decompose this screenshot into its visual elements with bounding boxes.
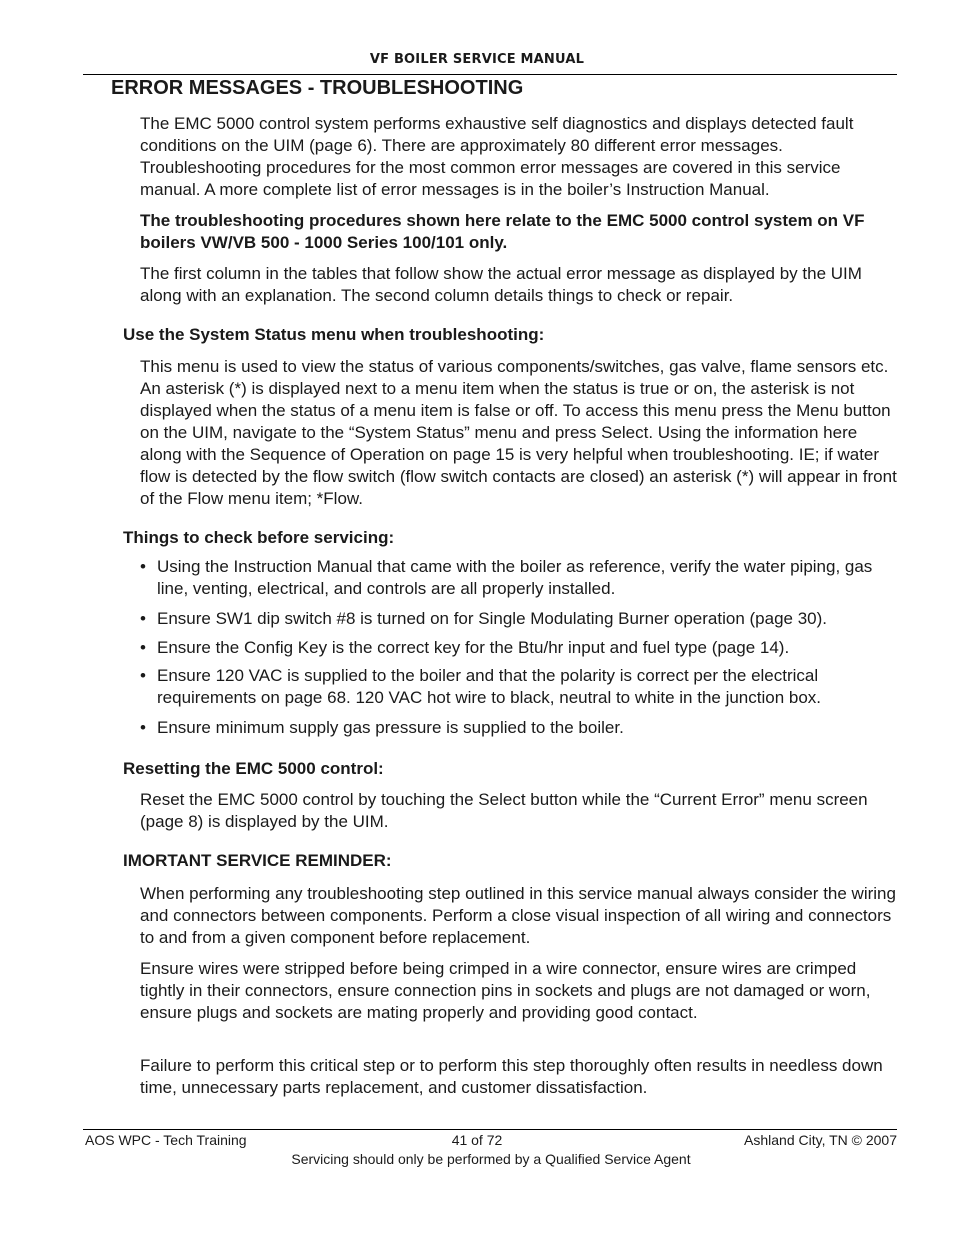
- page-number: 41 of 72: [451, 1132, 503, 1148]
- list-item: • Ensure minimum supply gas pressure is supplied to the boiler.: [140, 717, 902, 739]
- section-title: ERROR MESSAGES - TROUBLESHOOTING: [111, 77, 524, 99]
- reset-heading: Resetting the EMC 5000 control:: [123, 759, 384, 778]
- list-item: • Ensure 120 VAC is supplied to the boiler and that the polarity is correct per the electrical requirements on page 68. 120 VAC hot wire to black, neutral to white in the junction box.: [140, 665, 902, 709]
- intro-paragraph-3: The first column in the tables that follow show the actual error message as displayed by the UIM along with an explanation. The second column details things to check or repair.: [140, 264, 862, 305]
- intro-paragraph-scope: The troubleshooting procedures shown here relate to the EMC 5000 control system on VF boilers VW/VB 500 - 1000 Series 100/101 only.: [140, 211, 865, 252]
- reminder-paragraph-2: Ensure wires were stripped before being crimped in a wire connector, ensure wires are crimped tightly in their connectors, ensure connection pins in sockets and plugs are not damaged or worn, ensure plugs and sockets are mating properly and providing good contact.: [140, 959, 871, 1022]
- footer-rule: [83, 1129, 897, 1130]
- system-status-text: This menu is used to view the status of various components/switches, gas valve, flame sensors etc. An asterisk (*) is displayed next to a menu item when the status is true or on, the asterisk is not displayed when the status of a menu item is false or off. To access this menu press the Menu button on the UIM, navigate to the “System Status” menu and press Select. Using the information here along with the Sequence of Operation on page 15 is very helpful when troubleshooting. IE; if water flow is detected by the flow switch (flow switch contacts are closed) an asterisk (*) will appear in front of the Flow menu item; *Flow.: [140, 357, 897, 508]
- checks-heading: Things to check before servicing:: [123, 528, 395, 547]
- footer-left-text: AOS WPC - Tech Training: [85, 1132, 247, 1148]
- manual-title: VF BOILER SERVICE MANUAL: [369, 52, 585, 67]
- intro-paragraph-1: The EMC 5000 control system performs exhaustive self diagnostics and displays detected fault conditions on the UIM (page 6). There are approximately 80 different error messages. Troubleshooting procedures for the most common error messages are covered in this service manual. A more complete list of error messages is in the boiler’s Instruction Manual.: [140, 114, 854, 199]
- list-item: • Ensure the Config Key is the correct key for the Btu/hr input and fuel type (page 14).: [140, 637, 902, 659]
- reset-text: Reset the EMC 5000 control by touching the Select button while the “Current Error” menu screen (page 8) is displayed by the UIM.: [140, 790, 868, 831]
- reminder-heading: IMORTANT SERVICE REMINDER:: [123, 851, 392, 870]
- system-status-heading: Use the System Status menu when troubleshooting:: [123, 325, 545, 344]
- list-item: • Ensure SW1 dip switch #8 is turned on for Single Modulating Burner operation (page 30).: [140, 608, 902, 630]
- reminder-paragraph-3: Failure to perform this critical step or to perform this step thoroughly often results in needless down time, unnecessary parts replacement, and customer dissatisfaction.: [140, 1056, 883, 1097]
- footer-note: Servicing should only be performed by a Qualified Service Agent: [291, 1151, 691, 1167]
- header-rule: [83, 74, 897, 75]
- footer-right-text: Ashland City, TN © 2007: [744, 1132, 897, 1148]
- list-item: • Using the Instruction Manual that came with the boiler as reference, verify the water piping, gas line, venting, electrical, and controls are all properly installed.: [140, 556, 902, 600]
- reminder-paragraph-1: When performing any troubleshooting step outlined in this service manual always consider the wiring and connectors between components. Perform a close visual inspection of all wiring and connectors to and from a given component before replacement.: [140, 884, 896, 947]
